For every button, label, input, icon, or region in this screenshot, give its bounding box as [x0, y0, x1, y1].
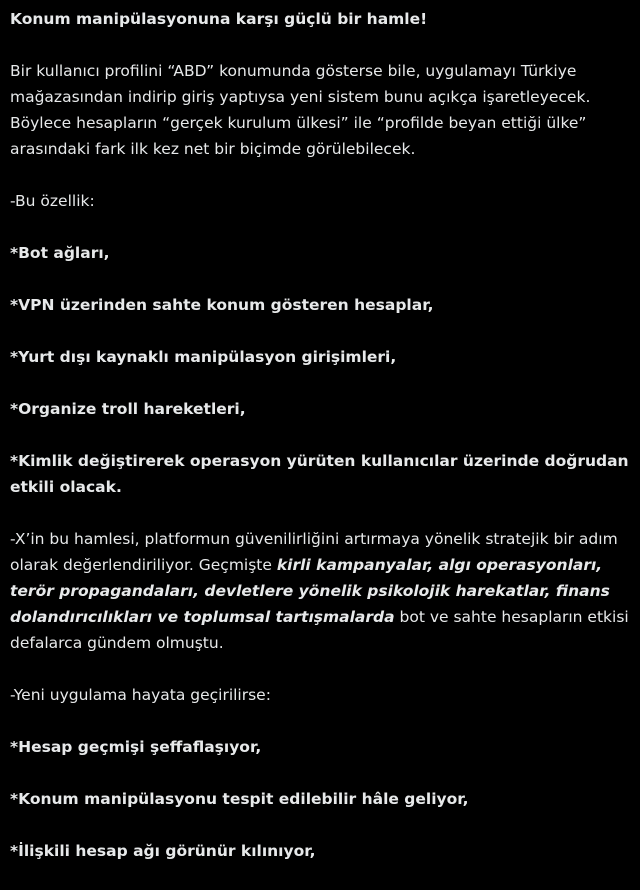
- post-title: Konum manipülasyonuna karşı güçlü bir hamle!: [10, 10, 428, 28]
- implementation-item: *İlişkili hesap ağı görünür kılınıyor,: [10, 842, 316, 860]
- feature-item: *Bot ağları,: [10, 244, 110, 262]
- analysis-text-emphasis: kirli kampanyalar, algı operasyonları, terör propagandaları, devletlere yönelik psikolojik harekatlar, finans dolandırıcılıkları ve toplumsal tartışmalarda: [10, 556, 610, 626]
- analysis-text-after: bot ve sahte hesapların etkisi defalarca gündem olmuştu.: [10, 608, 629, 652]
- implementation-item: *Hesap geçmişi şeffaflaşıyor,: [10, 738, 262, 756]
- analysis-text-before: -X’in bu hamlesi, platformun güvenilirliğini artırmaya yönelik stratejik bir adım olarak değerlendiriliyor. Geçmişte: [10, 530, 618, 574]
- feature-item: *Kimlik değiştirerek operasyon yürüten kullanıcılar üzerinde doğrudan etkili olacak.: [10, 452, 629, 496]
- feature-item: *Organize troll hareketleri,: [10, 400, 246, 418]
- feature-item: *VPN üzerinden sahte konum gösteren hesaplar,: [10, 296, 434, 314]
- feature-heading: -Bu özellik:: [10, 192, 95, 210]
- implementation-item: *Konum manipülasyonu tespit edilebilir hâle geliyor,: [10, 790, 469, 808]
- implementation-heading: -Yeni uygulama hayata geçirilirse:: [10, 686, 271, 704]
- feature-item: *Yurt dışı kaynaklı manipülasyon girişimleri,: [10, 348, 397, 366]
- analysis-paragraph: [10, 526, 630, 656]
- intro-paragraph: Bir kullanıcı profilini “ABD” konumunda gösterse bile, uygulamayı Türkiye mağazasından indirip giriş yaptıysa yeni sistem bunu açıkça işaretleyecek. Böylece hesapların “gerçek kurulum ülkesi” ile “profilde beyan ettiği ülke” arasındaki fark ilk kez net bir biçimde görülebilecek.: [10, 62, 591, 158]
